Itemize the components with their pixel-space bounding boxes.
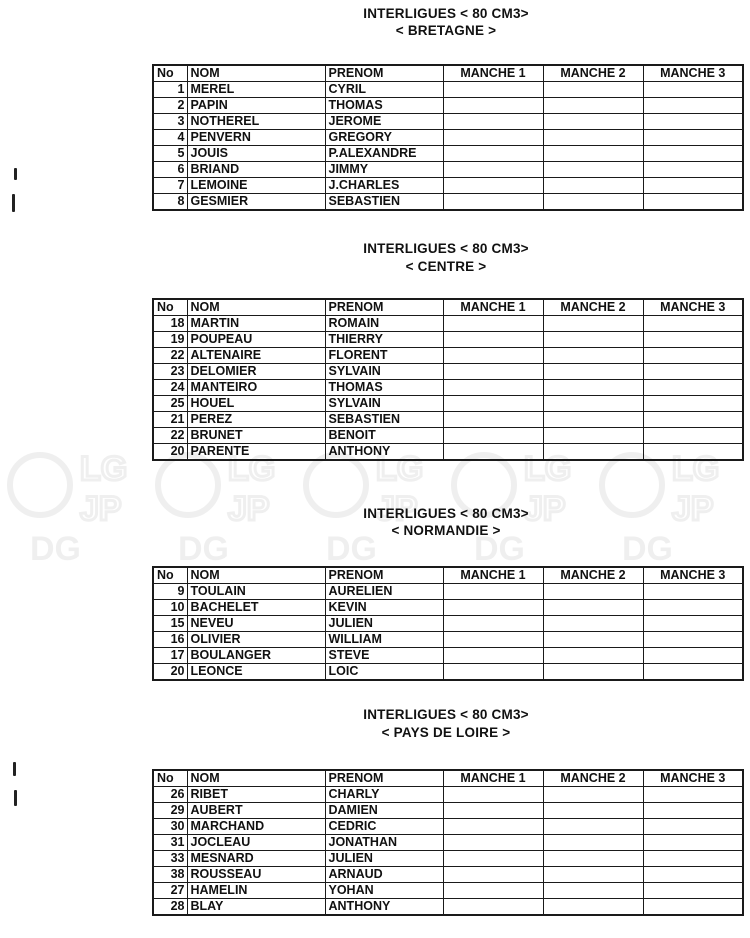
section-subtitle: < CENTRE > bbox=[405, 259, 487, 274]
section-subtitle: < BRETAGNE > bbox=[395, 23, 497, 38]
cell-no: 28 bbox=[153, 899, 187, 916]
column-header-no: No bbox=[153, 65, 187, 82]
column-header-manche3: MANCHE 3 bbox=[643, 770, 743, 787]
table-row bbox=[153, 396, 743, 412]
column-header-manche3: MANCHE 3 bbox=[643, 299, 743, 316]
cell-prenom: THIERRY bbox=[325, 332, 443, 348]
roster-table bbox=[152, 566, 744, 681]
cell-manche3 bbox=[643, 648, 743, 664]
roster-table bbox=[152, 769, 744, 916]
cell-no: 19 bbox=[153, 332, 187, 348]
margin-mark bbox=[14, 168, 17, 180]
column-header-manche1: MANCHE 1 bbox=[443, 770, 543, 787]
cell-manche2 bbox=[543, 194, 643, 211]
cell-no: 6 bbox=[153, 162, 187, 178]
cell-manche2 bbox=[543, 851, 643, 867]
cell-manche3 bbox=[643, 114, 743, 130]
cell-manche1 bbox=[443, 883, 543, 899]
cell-manche1 bbox=[443, 803, 543, 819]
cell-manche3 bbox=[643, 162, 743, 178]
margin-mark bbox=[13, 762, 16, 776]
cell-no: 9 bbox=[153, 584, 187, 600]
cell-manche3 bbox=[643, 98, 743, 114]
cell-manche1 bbox=[443, 412, 543, 428]
cell-prenom: JIMMY bbox=[325, 162, 443, 178]
cell-no: 38 bbox=[153, 867, 187, 883]
cell-manche2 bbox=[543, 444, 643, 461]
cell-manche3 bbox=[643, 428, 743, 444]
table-row bbox=[153, 348, 743, 364]
cell-manche1 bbox=[443, 194, 543, 211]
table-row bbox=[153, 899, 743, 916]
cell-manche1 bbox=[443, 584, 543, 600]
cell-manche2 bbox=[543, 616, 643, 632]
cell-manche2 bbox=[543, 412, 643, 428]
cell-prenom: THOMAS bbox=[325, 98, 443, 114]
cell-manche2 bbox=[543, 114, 643, 130]
cell-manche2 bbox=[543, 82, 643, 98]
cell-prenom: JONATHAN bbox=[325, 835, 443, 851]
cell-prenom: P.ALEXANDRE bbox=[325, 146, 443, 162]
cell-manche3 bbox=[643, 412, 743, 428]
cell-manche2 bbox=[543, 396, 643, 412]
cell-manche2 bbox=[543, 162, 643, 178]
cell-prenom: SYLVAIN bbox=[325, 396, 443, 412]
cell-nom: BOULANGER bbox=[187, 648, 325, 664]
cell-manche3 bbox=[643, 616, 743, 632]
cell-nom: BLAY bbox=[187, 899, 325, 916]
cell-no: 17 bbox=[153, 648, 187, 664]
cell-prenom: JULIEN bbox=[325, 616, 443, 632]
cell-prenom: ARNAUD bbox=[325, 867, 443, 883]
column-header-manche1: MANCHE 1 bbox=[443, 299, 543, 316]
table-row bbox=[153, 146, 743, 162]
cell-manche1 bbox=[443, 444, 543, 461]
table-row bbox=[153, 819, 743, 835]
cell-prenom: CHARLY bbox=[325, 787, 443, 803]
column-header-no: No bbox=[153, 299, 187, 316]
cell-manche1 bbox=[443, 600, 543, 616]
cell-manche3 bbox=[643, 899, 743, 916]
cell-no: 4 bbox=[153, 130, 187, 146]
table-row bbox=[153, 600, 743, 616]
cell-no: 15 bbox=[153, 616, 187, 632]
table-row bbox=[153, 803, 743, 819]
cell-manche3 bbox=[643, 819, 743, 835]
cell-manche2 bbox=[543, 332, 643, 348]
cell-manche3 bbox=[643, 444, 743, 461]
cell-manche2 bbox=[543, 835, 643, 851]
cell-manche1 bbox=[443, 664, 543, 681]
cell-manche3 bbox=[643, 332, 743, 348]
cell-no: 30 bbox=[153, 819, 187, 835]
cell-no: 22 bbox=[153, 428, 187, 444]
cell-prenom: THOMAS bbox=[325, 380, 443, 396]
cell-manche1 bbox=[443, 787, 543, 803]
cell-manche1 bbox=[443, 819, 543, 835]
cell-nom: ROUSSEAU bbox=[187, 867, 325, 883]
cell-nom: LEMOINE bbox=[187, 178, 325, 194]
table-row bbox=[153, 648, 743, 664]
table-row bbox=[153, 584, 743, 600]
cell-manche1 bbox=[443, 98, 543, 114]
table-row bbox=[153, 412, 743, 428]
table-row bbox=[153, 98, 743, 114]
cell-manche1 bbox=[443, 380, 543, 396]
cell-no: 5 bbox=[153, 146, 187, 162]
cell-manche3 bbox=[643, 835, 743, 851]
cell-nom: RIBET bbox=[187, 787, 325, 803]
cell-no: 23 bbox=[153, 364, 187, 380]
section-subtitle: < NORMANDIE > bbox=[391, 523, 501, 538]
table-header-row bbox=[153, 770, 743, 787]
table-row bbox=[153, 316, 743, 332]
table-header-row bbox=[153, 567, 743, 584]
column-header-nom: NOM bbox=[187, 299, 325, 316]
cell-manche1 bbox=[443, 632, 543, 648]
cell-nom: POUPEAU bbox=[187, 332, 325, 348]
cell-prenom: LOIC bbox=[325, 664, 443, 681]
column-header-prenom: PRENOM bbox=[325, 770, 443, 787]
cell-manche1 bbox=[443, 162, 543, 178]
cell-manche3 bbox=[643, 348, 743, 364]
cell-no: 7 bbox=[153, 178, 187, 194]
cell-prenom: AURELIEN bbox=[325, 584, 443, 600]
cell-no: 33 bbox=[153, 851, 187, 867]
cell-manche2 bbox=[543, 899, 643, 916]
cell-no: 18 bbox=[153, 316, 187, 332]
cell-manche1 bbox=[443, 332, 543, 348]
roster-table bbox=[152, 64, 744, 211]
cell-no: 24 bbox=[153, 380, 187, 396]
cell-prenom: KEVIN bbox=[325, 600, 443, 616]
cell-manche3 bbox=[643, 194, 743, 211]
cell-manche1 bbox=[443, 648, 543, 664]
svg-text:DG: DG bbox=[30, 530, 81, 568]
section-title: INTERLIGUES < 80 CM3> bbox=[363, 506, 529, 521]
cell-manche2 bbox=[543, 648, 643, 664]
cell-nom: NEVEU bbox=[187, 616, 325, 632]
cell-manche1 bbox=[443, 348, 543, 364]
cell-nom: PEREZ bbox=[187, 412, 325, 428]
cell-prenom: JULIEN bbox=[325, 851, 443, 867]
column-header-no: No bbox=[153, 567, 187, 584]
cell-nom: LEONCE bbox=[187, 664, 325, 681]
cell-manche3 bbox=[643, 787, 743, 803]
cell-manche1 bbox=[443, 364, 543, 380]
cell-manche1 bbox=[443, 114, 543, 130]
cell-no: 22 bbox=[153, 348, 187, 364]
margin-mark bbox=[14, 790, 17, 806]
cell-manche1 bbox=[443, 146, 543, 162]
cell-prenom: CYRIL bbox=[325, 82, 443, 98]
cell-no: 25 bbox=[153, 396, 187, 412]
column-header-manche1: MANCHE 1 bbox=[443, 65, 543, 82]
column-header-manche2: MANCHE 2 bbox=[543, 65, 643, 82]
cell-manche3 bbox=[643, 146, 743, 162]
cell-nom: MANTEIRO bbox=[187, 380, 325, 396]
table-header-row bbox=[153, 65, 743, 82]
roster-table bbox=[152, 298, 744, 461]
column-header-manche3: MANCHE 3 bbox=[643, 65, 743, 82]
cell-nom: DELOMIER bbox=[187, 364, 325, 380]
svg-text:JP: JP bbox=[80, 490, 122, 528]
table-row bbox=[153, 114, 743, 130]
cell-no: 1 bbox=[153, 82, 187, 98]
cell-prenom: ANTHONY bbox=[325, 444, 443, 461]
cell-manche3 bbox=[643, 883, 743, 899]
cell-prenom: STEVE bbox=[325, 648, 443, 664]
table-row bbox=[153, 883, 743, 899]
cell-nom: BACHELET bbox=[187, 600, 325, 616]
cell-manche2 bbox=[543, 146, 643, 162]
cell-manche3 bbox=[643, 178, 743, 194]
cell-no: 26 bbox=[153, 787, 187, 803]
table-row bbox=[153, 787, 743, 803]
cell-manche2 bbox=[543, 380, 643, 396]
table-row bbox=[153, 851, 743, 867]
cell-manche2 bbox=[543, 803, 643, 819]
cell-nom: BRUNET bbox=[187, 428, 325, 444]
cell-no: 8 bbox=[153, 194, 187, 211]
column-header-prenom: PRENOM bbox=[325, 65, 443, 82]
cell-nom: NOTHEREL bbox=[187, 114, 325, 130]
cell-manche3 bbox=[643, 316, 743, 332]
cell-manche3 bbox=[643, 851, 743, 867]
cell-manche2 bbox=[543, 787, 643, 803]
cell-manche1 bbox=[443, 316, 543, 332]
cell-manche1 bbox=[443, 396, 543, 412]
cell-manche2 bbox=[543, 316, 643, 332]
table-row bbox=[153, 162, 743, 178]
cell-manche2 bbox=[543, 584, 643, 600]
section-subtitle: < PAYS DE LOIRE > bbox=[381, 725, 511, 740]
cell-nom: TOULAIN bbox=[187, 584, 325, 600]
margin-mark bbox=[12, 194, 15, 212]
cell-manche3 bbox=[643, 803, 743, 819]
table-row bbox=[153, 428, 743, 444]
cell-nom: HAMELIN bbox=[187, 883, 325, 899]
table-row bbox=[153, 82, 743, 98]
cell-manche2 bbox=[543, 632, 643, 648]
section-title: INTERLIGUES < 80 CM3> bbox=[363, 6, 529, 21]
column-header-nom: NOM bbox=[187, 770, 325, 787]
cell-nom: PENVERN bbox=[187, 130, 325, 146]
column-header-prenom: PRENOM bbox=[325, 299, 443, 316]
table-row bbox=[153, 380, 743, 396]
cell-prenom: J.CHARLES bbox=[325, 178, 443, 194]
cell-prenom: DAMIEN bbox=[325, 803, 443, 819]
table-row bbox=[153, 632, 743, 648]
cell-nom: BRIAND bbox=[187, 162, 325, 178]
table-header-row bbox=[153, 299, 743, 316]
cell-manche1 bbox=[443, 130, 543, 146]
table-row bbox=[153, 444, 743, 461]
table-row bbox=[153, 178, 743, 194]
cell-prenom: YOHAN bbox=[325, 883, 443, 899]
cell-nom: MARCHAND bbox=[187, 819, 325, 835]
cell-nom: HOUEL bbox=[187, 396, 325, 412]
column-header-no: No bbox=[153, 770, 187, 787]
cell-prenom: CEDRIC bbox=[325, 819, 443, 835]
cell-nom: JOCLEAU bbox=[187, 835, 325, 851]
cell-prenom: BENOIT bbox=[325, 428, 443, 444]
cell-prenom: ROMAIN bbox=[325, 316, 443, 332]
cell-no: 2 bbox=[153, 98, 187, 114]
cell-manche2 bbox=[543, 664, 643, 681]
cell-manche1 bbox=[443, 178, 543, 194]
cell-no: 29 bbox=[153, 803, 187, 819]
cell-prenom: WILLIAM bbox=[325, 632, 443, 648]
table-row bbox=[153, 194, 743, 211]
cell-nom: MESNARD bbox=[187, 851, 325, 867]
cell-prenom: SYLVAIN bbox=[325, 364, 443, 380]
cell-manche3 bbox=[643, 364, 743, 380]
cell-prenom: FLORENT bbox=[325, 348, 443, 364]
column-header-manche2: MANCHE 2 bbox=[543, 770, 643, 787]
cell-no: 31 bbox=[153, 835, 187, 851]
column-header-manche2: MANCHE 2 bbox=[543, 299, 643, 316]
cell-prenom: SEBASTIEN bbox=[325, 194, 443, 211]
cell-manche2 bbox=[543, 364, 643, 380]
cell-manche2 bbox=[543, 98, 643, 114]
cell-manche2 bbox=[543, 178, 643, 194]
cell-no: 20 bbox=[153, 444, 187, 461]
cell-manche3 bbox=[643, 600, 743, 616]
cell-manche1 bbox=[443, 616, 543, 632]
cell-no: 10 bbox=[153, 600, 187, 616]
cell-manche3 bbox=[643, 664, 743, 681]
cell-manche1 bbox=[443, 82, 543, 98]
cell-manche2 bbox=[543, 130, 643, 146]
column-header-nom: NOM bbox=[187, 65, 325, 82]
section-title: INTERLIGUES < 80 CM3> bbox=[363, 707, 529, 722]
cell-manche1 bbox=[443, 835, 543, 851]
table-row bbox=[153, 364, 743, 380]
svg-text:LG: LG bbox=[80, 450, 128, 488]
column-header-manche1: MANCHE 1 bbox=[443, 567, 543, 584]
column-header-nom: NOM bbox=[187, 567, 325, 584]
cell-manche2 bbox=[543, 428, 643, 444]
cell-prenom: SEBASTIEN bbox=[325, 412, 443, 428]
cell-manche3 bbox=[643, 82, 743, 98]
cell-no: 3 bbox=[153, 114, 187, 130]
cell-nom: OLIVIER bbox=[187, 632, 325, 648]
column-header-manche3: MANCHE 3 bbox=[643, 567, 743, 584]
cell-nom: AUBERT bbox=[187, 803, 325, 819]
cell-manche1 bbox=[443, 867, 543, 883]
cell-manche2 bbox=[543, 867, 643, 883]
cell-no: 27 bbox=[153, 883, 187, 899]
table-row bbox=[153, 664, 743, 681]
cell-manche1 bbox=[443, 851, 543, 867]
table-row bbox=[153, 616, 743, 632]
column-header-prenom: PRENOM bbox=[325, 567, 443, 584]
cell-no: 21 bbox=[153, 412, 187, 428]
cell-manche2 bbox=[543, 883, 643, 899]
cell-manche1 bbox=[443, 428, 543, 444]
cell-manche3 bbox=[643, 396, 743, 412]
cell-no: 16 bbox=[153, 632, 187, 648]
table-row bbox=[153, 867, 743, 883]
cell-manche1 bbox=[443, 899, 543, 916]
cell-nom: MARTIN bbox=[187, 316, 325, 332]
cell-manche3 bbox=[643, 380, 743, 396]
cell-nom: JOUIS bbox=[187, 146, 325, 162]
table-row bbox=[153, 332, 743, 348]
section-title: INTERLIGUES < 80 CM3> bbox=[363, 241, 529, 256]
cell-nom: MEREL bbox=[187, 82, 325, 98]
cell-manche2 bbox=[543, 600, 643, 616]
table-row bbox=[153, 835, 743, 851]
cell-nom: ALTENAIRE bbox=[187, 348, 325, 364]
cell-prenom: GREGORY bbox=[325, 130, 443, 146]
cell-prenom: JEROME bbox=[325, 114, 443, 130]
cell-manche3 bbox=[643, 130, 743, 146]
cell-manche2 bbox=[543, 819, 643, 835]
cell-manche3 bbox=[643, 867, 743, 883]
cell-prenom: ANTHONY bbox=[325, 899, 443, 916]
column-header-manche2: MANCHE 2 bbox=[543, 567, 643, 584]
cell-nom: GESMIER bbox=[187, 194, 325, 211]
cell-no: 20 bbox=[153, 664, 187, 681]
cell-nom: PARENTE bbox=[187, 444, 325, 461]
cell-manche3 bbox=[643, 584, 743, 600]
table-row bbox=[153, 130, 743, 146]
cell-manche2 bbox=[543, 348, 643, 364]
cell-nom: PAPIN bbox=[187, 98, 325, 114]
cell-manche3 bbox=[643, 632, 743, 648]
